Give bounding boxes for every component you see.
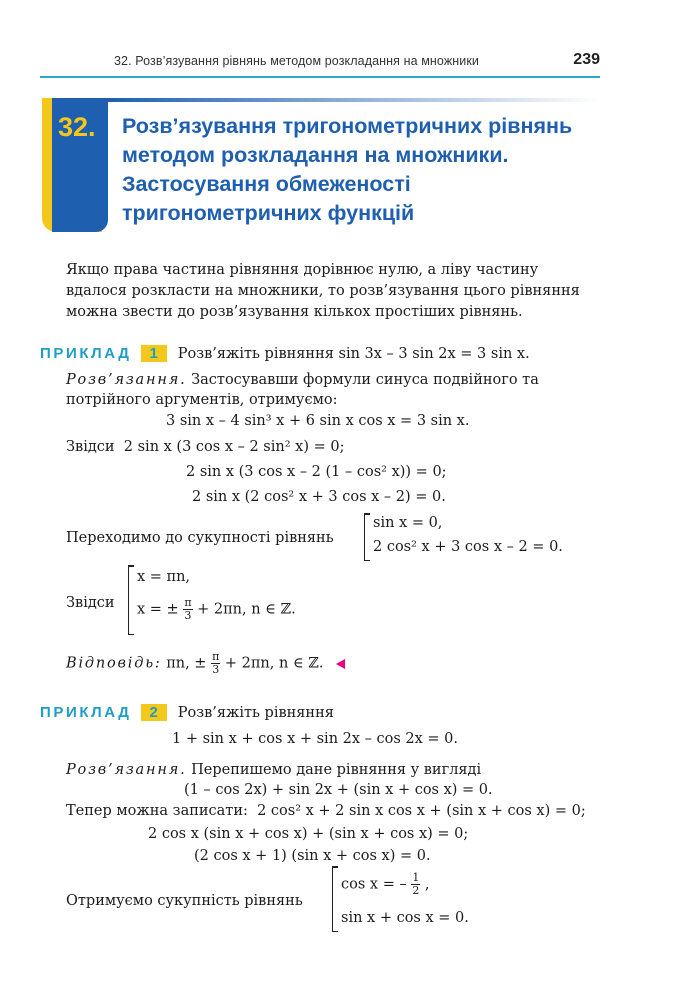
set-row-prefix: cos x = – xyxy=(341,876,407,893)
section-banner xyxy=(42,98,598,232)
example-label: ПРИКЛАД xyxy=(40,345,132,362)
page-number: 239 xyxy=(573,51,600,68)
equation: (2 cos x + 1) (sin x + cos x) = 0. xyxy=(194,848,431,864)
hence-word: Звідси xyxy=(66,595,115,611)
fraction-numerator: π xyxy=(184,596,192,609)
set-row-prefix: x = ± xyxy=(137,601,179,618)
equation: 2 cos² x + 2 sin x cos x + (sin x + cos x) = 0; xyxy=(257,803,586,819)
intro-line: вдалося розкласти на множники, то розв’язування цього рівняння xyxy=(66,283,580,299)
example-2-header xyxy=(40,702,334,724)
set-row: x = πn, xyxy=(137,569,191,585)
hence-word: Звідси xyxy=(66,439,115,455)
section-title-line: Розв’язування тригонометричних рівнянь xyxy=(122,114,573,138)
equation: 3 sin x – 4 sin³ x + 6 sin x cos x = 3 sin x. xyxy=(166,413,470,429)
intro-paragraph xyxy=(66,260,594,323)
equation: 2 sin x (3 cos x – 2 sin² x) = 0; xyxy=(123,439,345,455)
intro-line: можна звести до розв’язування кількох простіших рівнянь. xyxy=(66,304,523,320)
header-rule xyxy=(40,76,600,78)
example-1-header xyxy=(40,343,530,365)
fraction xyxy=(211,651,220,676)
answer-line xyxy=(66,651,345,676)
example-1-line-hence xyxy=(66,437,344,457)
get-set-text: Отримуємо сукупність рівнянь xyxy=(66,893,303,909)
answer-suffix: + 2πn, n ∈ ℤ. xyxy=(224,655,324,672)
answer-word: Відповідь: xyxy=(66,655,162,672)
section-title-line: Застосування обмеженості xyxy=(122,172,411,196)
section-title-line: тригонометричних функцій xyxy=(122,201,415,225)
set-row-with-fraction xyxy=(341,872,430,897)
solution-set-bracket xyxy=(128,565,299,635)
example-number: 2 xyxy=(141,704,167,721)
fraction-numerator: π xyxy=(212,650,220,663)
fraction-denominator: 2 xyxy=(412,884,420,897)
equation: 2 sin x (3 cos x – 2 (1 – cos² x)) = 0; xyxy=(186,464,447,480)
set-row-with-fraction xyxy=(137,597,296,622)
now-text: Тепер можна записати: xyxy=(66,803,248,819)
example-1-solution-line xyxy=(66,370,539,390)
equation: (1 – cos 2x) + sin 2x + (sin x + cos x) = 0. xyxy=(184,782,493,798)
example-number: 1 xyxy=(141,345,167,362)
example-2-solution-line xyxy=(66,760,481,780)
fraction-denominator: 3 xyxy=(212,663,220,676)
solution-text: Перепишемо дане рівняння у вигляді xyxy=(191,762,482,778)
set-row: sin x + cos x = 0. xyxy=(341,910,469,926)
example-label: ПРИКЛАД xyxy=(40,704,132,721)
set-row-suffix: + 2πn, n ∈ ℤ. xyxy=(197,601,296,618)
set-row-suffix: , xyxy=(424,876,430,893)
section-title-line: методом розкладання на множники. xyxy=(122,143,509,167)
banner-top-rule xyxy=(108,98,598,102)
fraction-denominator: 3 xyxy=(184,609,192,622)
solution-text: Застосувавши формули синуса подвійного та xyxy=(191,372,539,388)
section-title xyxy=(122,112,602,228)
example-2-now-line xyxy=(66,801,586,821)
set-row: sin x = 0, xyxy=(373,515,443,531)
solution-word: Розв’язання. xyxy=(66,372,187,388)
fraction xyxy=(183,597,192,622)
example-task: Розв’яжіть рівняння xyxy=(177,705,334,721)
section-number: 32. xyxy=(58,112,96,142)
example-task: Розв’яжіть рівняння sin 3x – 3 sin 2x = 3 sin x. xyxy=(177,346,530,362)
answer-prefix: πn, ± xyxy=(166,655,207,672)
solution-text-2: потрійного аргументів, отримуємо: xyxy=(66,392,338,408)
equation-set-bracket xyxy=(332,866,513,932)
set-row: 2 cos² x + 3 cos x – 2 = 0. xyxy=(373,539,563,555)
solution-word: Розв’язання. xyxy=(66,762,187,778)
equation-set-bracket xyxy=(364,513,565,561)
end-of-solution-marker-icon xyxy=(336,659,345,669)
equation: 2 cos x (sin x + cos x) + (sin x + cos x) = 0; xyxy=(148,826,469,842)
equation: 1 + sin x + cos x + sin 2x – cos 2x = 0. xyxy=(172,731,459,747)
transition-text: Переходимо до сукупності рівнянь xyxy=(66,530,334,546)
running-header xyxy=(40,52,600,74)
fraction-numerator: 1 xyxy=(412,871,420,884)
fraction xyxy=(411,872,420,897)
equation: 2 sin x (2 cos² x + 3 cos x – 2) = 0. xyxy=(192,489,446,505)
running-title: 32. Розв’язування рівнянь методом розкладання на множники xyxy=(114,54,480,68)
intro-line: Якщо права частина рівняння дорівнює нулю, а ліву частину xyxy=(66,262,539,278)
